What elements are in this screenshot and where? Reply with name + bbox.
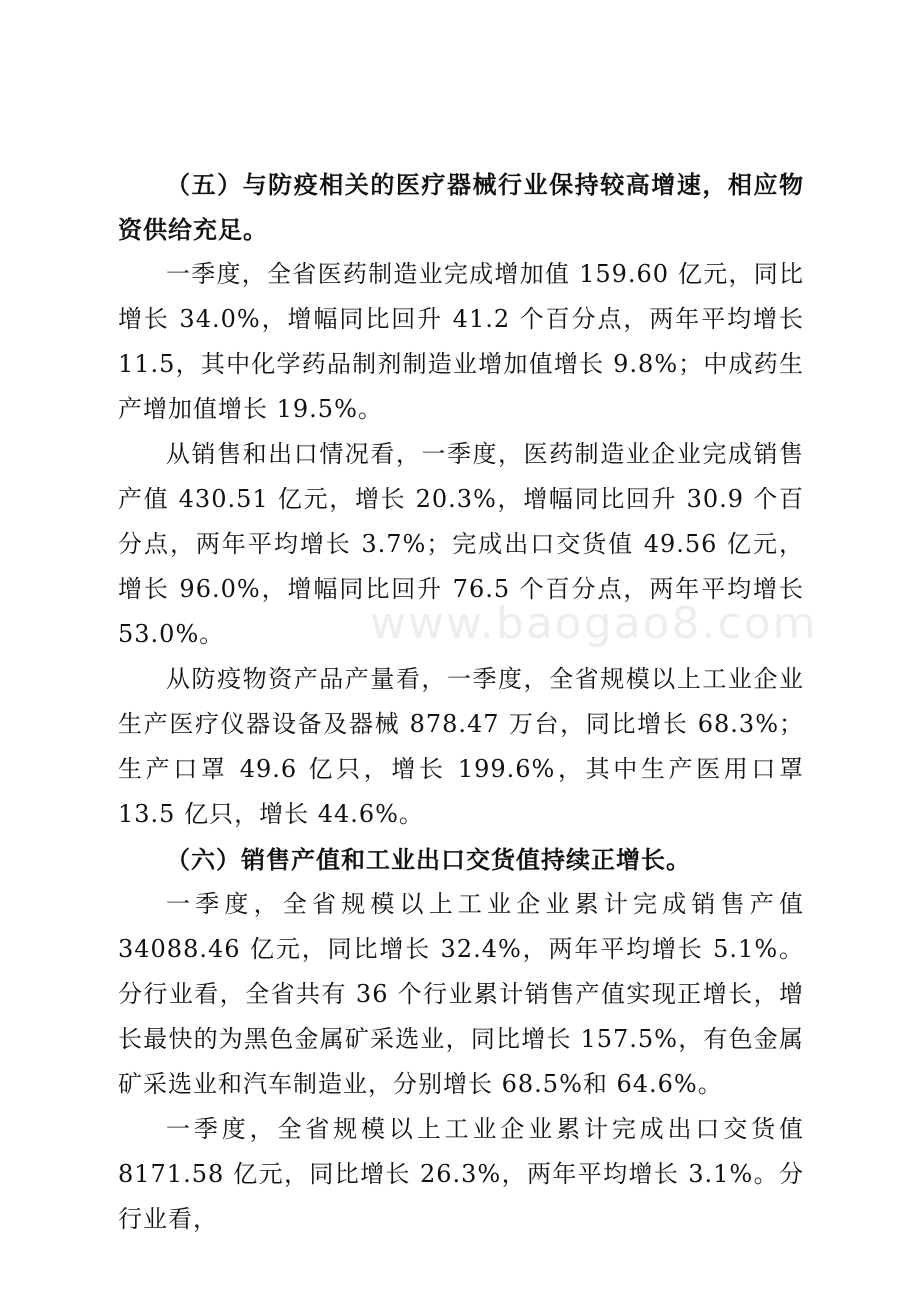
document-body: [118, 162, 804, 1242]
paragraph-sales-output: 一季度，全省规模以上工业企业累计完成销售产值 34088.46 亿元，同比增长 32.4%，两年平均增长 5.1%。分行业看，全省共有 36 个行业累计销售产值实现正增长，增长最快的为黑色金属矿采选业，同比增长 157.5%，有色金属矿采选业和汽车制造业，分别增长 68.5%和 64.6%。: [118, 890, 804, 1098]
paragraph-pharma-sales-export: 从销售和出口情况看，一季度，医药制造业企业完成销售产值 430.51 亿元，增长 20.3%，增幅同比回升 30.9 个百分点，两年平均增长 3.7%；完成出口交货值 49.56 亿元，增长 96.0%，增幅同比回升 76.5 个百分点，两年平均增长 53.0%。: [118, 440, 804, 648]
paragraph-export-delivery: 一季度，全省规模以上工业企业累计完成出口交货值 8171.58 亿元，同比增长 26.3%，两年平均增长 3.1%。分行业看，: [118, 1115, 804, 1233]
section-heading-6: （六）销售产值和工业出口交货值持续正增长。: [166, 845, 691, 874]
watermark: www.baogao8.com: [370, 598, 818, 649]
paragraph-epidemic-supplies: 从防疫物资产品产量看，一季度，全省规模以上工业企业生产医疗仪器设备及器械 878.47 万台，同比增长 68.3%；生产口罩 49.6 亿只，增长 199.6%，其中生产医用口罩 13.5 亿只，增长 44.6%。: [118, 665, 804, 828]
paragraph-pharma-value-added: 一季度，全省医药制造业完成增加值 159.60 亿元，同比增长 34.0%，增幅同比回升 41.2 个百分点，两年平均增长 11.5，其中化学药品制剂制造业增加值增长 9.8%；中成药生产增加值增长 19.5%。: [118, 260, 804, 423]
section-heading-5: （五）与防疫相关的医疗器械行业保持较高增速，相应物资供给充足。: [118, 170, 804, 244]
